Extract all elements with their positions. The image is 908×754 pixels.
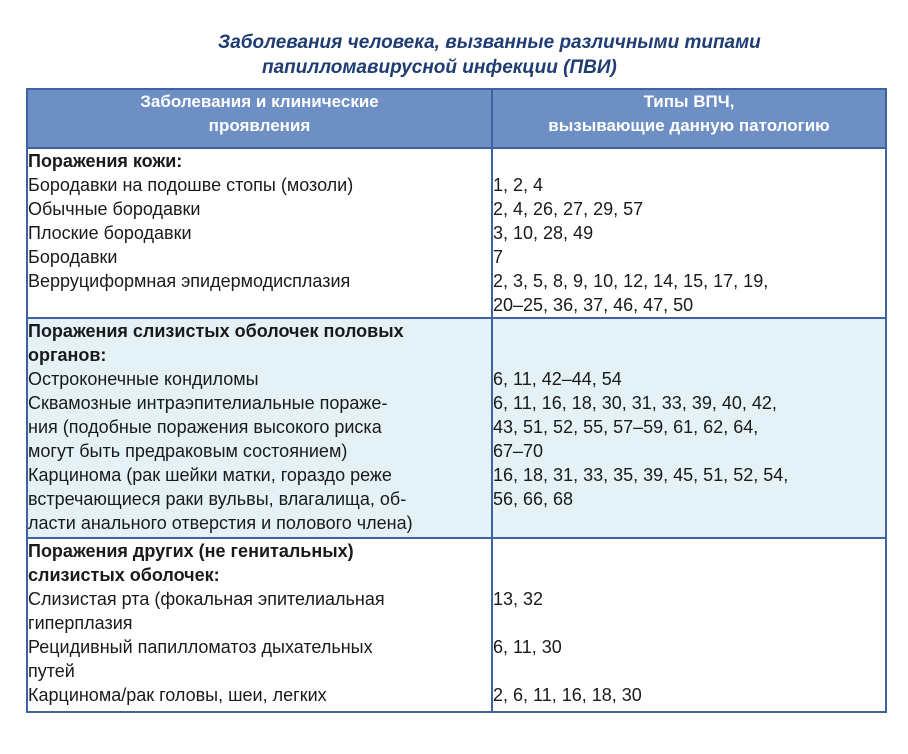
- disease-item: Остроконечные кондиломы: [28, 369, 259, 389]
- types-item: 2, 3, 5, 8, 9, 10, 12, 14, 15, 17, 19,: [493, 271, 769, 291]
- types-item: 6, 11, 16, 18, 30, 31, 33, 39, 40, 42,: [493, 393, 777, 413]
- header-diseases: Заболевания и клинические проявления: [27, 89, 492, 148]
- header-hpv-types: Типы ВПЧ, вызывающие данную патологию: [492, 89, 886, 148]
- disease-item: ния (подобные поражения высокого риска: [28, 417, 382, 437]
- disease-item: Карцинома (рак шейки матки, гораздо реже: [28, 465, 392, 485]
- table-header-row: [27, 89, 886, 148]
- types-item: 6, 11, 30: [493, 637, 562, 657]
- types-item: 13, 32: [493, 589, 544, 609]
- types-item: 1, 2, 4: [493, 175, 544, 195]
- section-skin-types: [492, 148, 886, 318]
- section-heading: слизистых оболочек:: [28, 565, 220, 585]
- section-skin-diseases: [27, 148, 492, 318]
- disease-item: ласти анального отверстия и полового члена): [28, 513, 413, 533]
- disease-item: могут быть предраковым состоянием): [28, 441, 348, 461]
- types-item: 67–70: [493, 441, 544, 461]
- disease-item: Рецидивный папилломатоз дыхательных: [28, 637, 373, 657]
- section-other: [27, 538, 886, 712]
- section-heading: Поражения других (не генитальных): [28, 541, 354, 561]
- title-line-2: папилломавирусной инфекции (ПВИ): [262, 57, 617, 78]
- disease-item: встречающиеся раки вульвы, влагалища, об-: [28, 489, 407, 509]
- disease-item: Бородавки на подошве стопы (мозоли): [28, 175, 354, 195]
- title-line-1: Заболевания человека, вызванные различными типами: [218, 32, 761, 53]
- disease-item: гиперплазия: [28, 613, 133, 633]
- disease-item: Обычные бородавки: [28, 199, 201, 219]
- types-item: 2, 6, 11, 16, 18, 30: [493, 685, 642, 705]
- section-genital: [27, 318, 886, 538]
- types-item: 3, 10, 28, 49: [493, 223, 594, 243]
- section-genital-types: [492, 318, 886, 538]
- types-item: 20–25, 36, 37, 46, 47, 50: [493, 295, 694, 315]
- section-skin: [27, 148, 886, 318]
- section-heading: органов:: [28, 345, 107, 365]
- types-item: 56, 66, 68: [493, 489, 574, 509]
- disease-item: Плоские бородавки: [28, 223, 192, 243]
- types-item: 6, 11, 42–44, 54: [493, 369, 622, 389]
- section-other-types: [492, 538, 886, 712]
- section-heading: Поражения слизистых оболочек половых: [28, 321, 404, 341]
- disease-item: Слизистая рта (фокальная эпителиальная: [28, 589, 385, 609]
- disease-item: Сквамозные интраэпителиальные пораже-: [28, 393, 388, 413]
- disease-item: путей: [28, 661, 75, 681]
- types-item: 43, 51, 52, 55, 57–59, 61, 62, 64,: [493, 417, 759, 437]
- disease-item: Бородавки: [28, 247, 118, 267]
- section-other-diseases: [27, 538, 492, 712]
- types-item: 7: [493, 247, 504, 267]
- section-heading: Поражения кожи:: [28, 151, 183, 171]
- disease-item: Верруциформная эпидермодисплазия: [28, 271, 351, 291]
- disease-item: Карцинома/рак головы, шеи, легких: [28, 685, 327, 705]
- hpv-table: [26, 88, 887, 713]
- types-item: 16, 18, 31, 33, 35, 39, 45, 51, 52, 54,: [493, 465, 789, 485]
- types-item: 2, 4, 26, 27, 29, 57: [493, 199, 644, 219]
- section-genital-diseases: [27, 318, 492, 538]
